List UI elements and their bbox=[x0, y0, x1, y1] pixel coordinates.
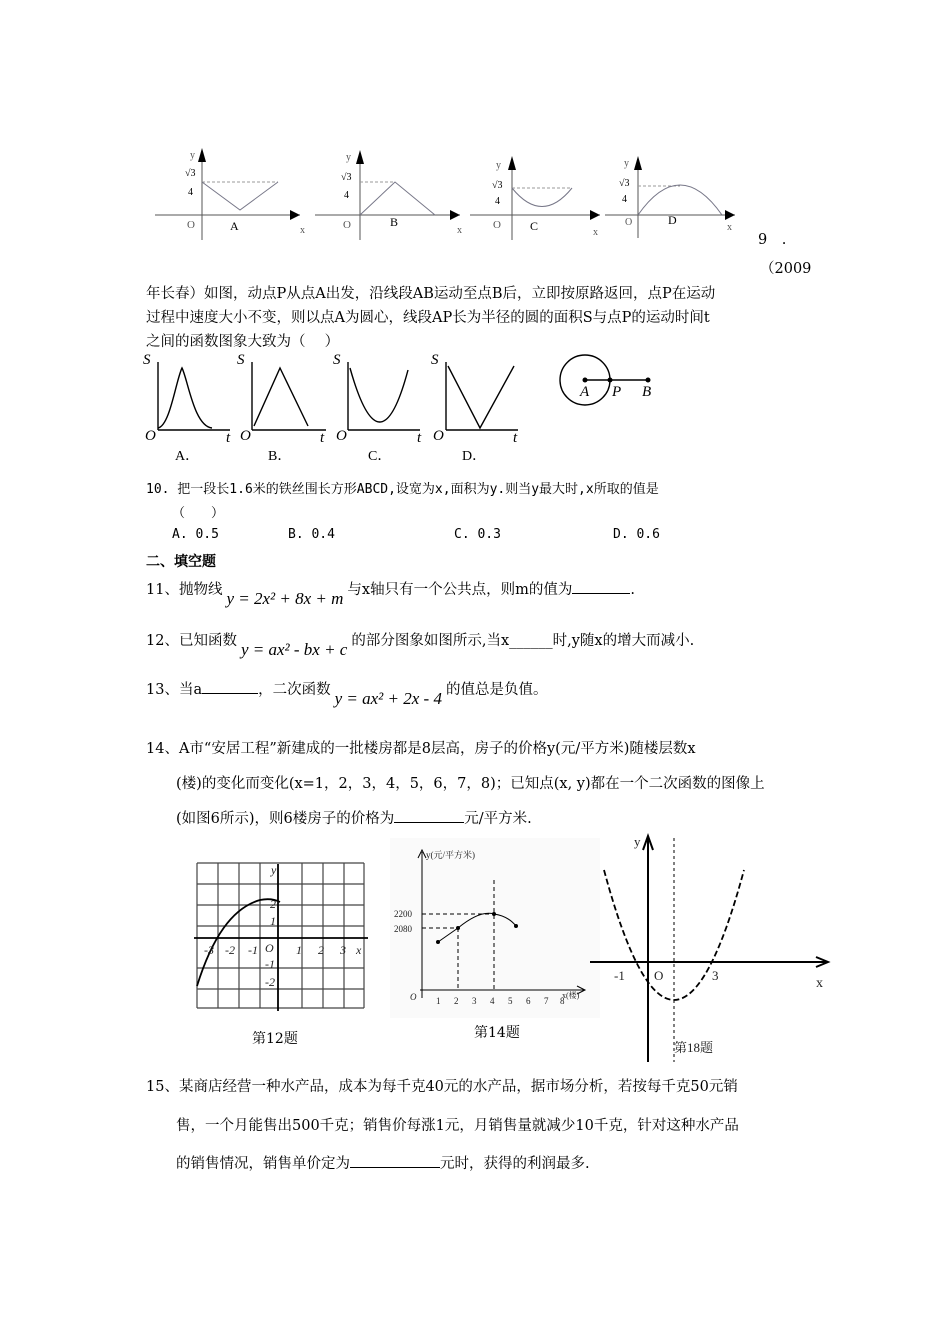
q13-blank[interactable] bbox=[202, 693, 258, 694]
q11-blank[interactable] bbox=[572, 593, 630, 594]
q9-line1: 年长春）如图，动点P从点A出发，沿线段AB运动至点B后，立即按原路返回，点P在运动 bbox=[146, 286, 716, 302]
q13-mid: ，二次函数 bbox=[258, 682, 331, 698]
q9-a-o: O bbox=[145, 428, 156, 444]
q9-graph-b bbox=[252, 362, 326, 430]
q14-line1: 14、A市“安居工程”新建成的一批楼房都是8层高，房子的价格y(元/平方米)随楼层数x bbox=[146, 741, 696, 757]
q11-suffix: 与x轴只有一个公共点，则m的值为 bbox=[347, 582, 573, 598]
fig14-caption: 第14题 bbox=[474, 1025, 520, 1041]
q11-formula: y = 2x² + 8x + m bbox=[226, 589, 344, 608]
fig12-origin: O bbox=[265, 941, 274, 955]
fig14-x-tick-8: 8 bbox=[560, 996, 565, 1006]
fig12-x-label: x bbox=[356, 943, 362, 957]
fig12-x-tick-4: 1 bbox=[296, 943, 302, 957]
fig12-x-tick-0: -3 bbox=[204, 943, 214, 957]
top-graph-a bbox=[155, 148, 300, 240]
q14-line3-prefix: (如图6所示)，则6楼房子的价格为 bbox=[176, 811, 395, 827]
q13 bbox=[146, 678, 548, 708]
q9-a-s: S bbox=[143, 352, 151, 368]
q15-line3-suffix: 元时，获得的利润最多. bbox=[440, 1156, 590, 1172]
q9-option-c: C． bbox=[368, 449, 392, 464]
q15-line3-prefix: 的销售情况，销售单价定为 bbox=[176, 1156, 350, 1172]
top-graph-c-label: C bbox=[530, 219, 539, 233]
q14-line2: (楼)的变化而变化(x=1，2，3，4，5，6，7，8)；已知点(x, y)都在一个二次函数的图像上 bbox=[176, 776, 765, 792]
q10-option-b: B. 0.4 bbox=[288, 527, 335, 542]
top-graph-a-sqrt3: √3 bbox=[185, 168, 196, 179]
top-graph-c-y: y bbox=[496, 160, 501, 171]
q9-graph-a bbox=[158, 362, 230, 430]
q9-graph-c bbox=[348, 362, 420, 430]
q9-d-s: S bbox=[431, 352, 439, 368]
fig12-x-tick-6: 3 bbox=[340, 943, 346, 957]
fig12-graph bbox=[192, 858, 372, 1018]
fig12-y-tick-0: 2 bbox=[270, 897, 276, 911]
fig14-origin: O bbox=[410, 992, 417, 1002]
top-graph-d-x: x bbox=[727, 222, 732, 233]
fig18-x-label: x bbox=[816, 976, 823, 991]
q10-option-c: C. 0.3 bbox=[454, 527, 501, 542]
q13-formula: y = ax² + 2x - 4 bbox=[334, 689, 442, 708]
q9-c-o: O bbox=[336, 428, 347, 444]
fig12-y-tick-3: -2 bbox=[265, 975, 275, 989]
q9-number: 9 . bbox=[758, 232, 787, 248]
q9-d-o: O bbox=[433, 428, 444, 444]
q9-label-b: B bbox=[642, 384, 652, 400]
q9-d-t: t bbox=[513, 430, 518, 446]
fig14-graph bbox=[390, 838, 600, 1018]
q9-point-p bbox=[608, 378, 613, 383]
fig14-x-tick-1: 1 bbox=[436, 996, 441, 1006]
fig18-origin: O bbox=[654, 968, 664, 983]
fig18-tick-3: 3 bbox=[712, 968, 719, 983]
top-graph-b-4: 4 bbox=[344, 190, 349, 201]
top-graph-a-y: y bbox=[190, 150, 195, 161]
q9-c-s: S bbox=[333, 352, 341, 368]
top-graph-d-4: 4 bbox=[622, 194, 627, 205]
section-title: 二、填空题 bbox=[146, 554, 216, 570]
q9-graph-d bbox=[446, 362, 518, 430]
q11-prefix: 11、抛物线 bbox=[146, 582, 223, 598]
top-graph-c-origin: O bbox=[493, 219, 501, 231]
q9-c-t: t bbox=[417, 430, 422, 446]
top-graph-d-label: D bbox=[668, 213, 677, 227]
q9-point-a bbox=[583, 378, 588, 383]
q9-option-d: D． bbox=[462, 449, 487, 464]
q9-label-p: P bbox=[612, 384, 622, 400]
top-graph-c-x: x bbox=[593, 227, 598, 238]
fig18-graph bbox=[590, 830, 840, 1070]
fig14-x-tick-7: 7 bbox=[544, 996, 549, 1006]
fig14-y-tick-2200: 2200 bbox=[394, 909, 412, 919]
q13-prefix: 13、当a bbox=[146, 682, 203, 698]
top-graph-b-y: y bbox=[346, 152, 351, 163]
q15-blank[interactable] bbox=[350, 1167, 440, 1168]
q9-a-t: t bbox=[226, 430, 231, 446]
q9-label-a: A bbox=[580, 384, 590, 400]
top-graph-d-y: y bbox=[624, 158, 629, 169]
fig14-x-tick-4: 4 bbox=[490, 996, 495, 1006]
q9-b-t: t bbox=[320, 430, 325, 446]
q9-point-b bbox=[646, 378, 651, 383]
q11-end: . bbox=[630, 582, 635, 598]
fig18-caption: 第18题 bbox=[674, 1040, 714, 1055]
top-graph-b-label: B bbox=[390, 215, 399, 229]
q9-option-b: B． bbox=[268, 449, 292, 464]
q10-line2: （ ） bbox=[172, 506, 225, 521]
fig12-y-tick-2: -1 bbox=[265, 957, 275, 971]
fig14-x-tick-6: 6 bbox=[526, 996, 531, 1006]
fig14-x-tick-2: 2 bbox=[454, 996, 459, 1006]
fig12-x-tick-2: -1 bbox=[248, 943, 258, 957]
q14-line3 bbox=[176, 807, 532, 828]
top-graph-d-origin: O bbox=[625, 217, 633, 228]
fig12-x-tick-5: 2 bbox=[318, 943, 324, 957]
q12-prefix: 12、已知函数 bbox=[146, 633, 237, 649]
fig12-y-label: y bbox=[271, 863, 277, 877]
fig18-tick-neg1: -1 bbox=[614, 968, 625, 983]
top-answer-graphs bbox=[150, 140, 750, 250]
q13-suffix: 的值总是负值。 bbox=[445, 682, 548, 698]
top-graph-a-4: 4 bbox=[188, 187, 193, 198]
q14-blank[interactable] bbox=[394, 822, 464, 823]
top-graph-a-label: A bbox=[230, 219, 239, 233]
q9-line3: 之间的函数图象大致为（ ） bbox=[146, 334, 340, 350]
fig12-x-tick-1: -2 bbox=[225, 943, 235, 957]
fig12-y-tick-1: 1 bbox=[270, 914, 276, 928]
fig18-y-label: y bbox=[634, 834, 641, 849]
top-graph-b-origin: O bbox=[343, 219, 351, 231]
top-graph-c-4: 4 bbox=[495, 196, 500, 207]
q9-year: （2009 bbox=[760, 261, 812, 277]
q9-circle-diagram bbox=[560, 355, 648, 405]
q9-line2: 过程中速度大小不变，则以点A为圆心，线段AP长为半径的圆的面积S与点P的运动时间t bbox=[146, 310, 710, 326]
q12-formula: y = ax² - bx + c bbox=[240, 640, 348, 659]
q15-line2: 售，一个月能售出500千克；销售价每涨1元，月销售量就减少10千克，针对这种水产品 bbox=[176, 1118, 739, 1134]
q10-option-d: D. 0.6 bbox=[613, 527, 660, 542]
q12-suffix: 的部分图象如图所示,当x______时,y随x的增大而减小. bbox=[351, 633, 695, 649]
fig14-y-label: y(元/平方米) bbox=[426, 850, 475, 860]
q10-option-a: A. 0.5 bbox=[172, 527, 219, 542]
q9-graphs bbox=[140, 350, 680, 470]
fig14-x-label: x(楼) bbox=[562, 991, 580, 1000]
top-graph-b-x: x bbox=[457, 225, 462, 236]
q12 bbox=[146, 629, 695, 659]
q10-line1: 10. 把一段长1.6米的铁丝围长方形ABCD,设宽为x,面积为y.则当y最大时,x所取的值是 bbox=[146, 482, 659, 497]
fig14-y-tick-2080: 2080 bbox=[394, 924, 412, 934]
top-graph-a-origin: O bbox=[187, 219, 195, 231]
q9-b-s: S bbox=[237, 352, 245, 368]
q9-b-o: O bbox=[240, 428, 251, 444]
fig12-caption: 第12题 bbox=[252, 1031, 298, 1047]
q15-line1: 15、某商店经营一种水产品，成本为每千克40元的水产品，据市场分析，若按每千克50元销 bbox=[146, 1079, 738, 1095]
fig14-x-tick-3: 3 bbox=[472, 996, 477, 1006]
q11 bbox=[146, 578, 635, 608]
top-graph-d-sqrt3: √3 bbox=[619, 178, 630, 189]
q15-line3 bbox=[176, 1152, 590, 1173]
top-graph-b-sqrt3: √3 bbox=[341, 172, 352, 183]
q9-option-a: A． bbox=[175, 449, 200, 464]
fig14-x-tick-5: 5 bbox=[508, 996, 513, 1006]
top-graph-c-sqrt3: √3 bbox=[492, 180, 503, 191]
top-graph-a-x: x bbox=[300, 225, 305, 236]
q14-line3-suffix: 元/平方米. bbox=[464, 811, 532, 827]
top-graph-b bbox=[315, 150, 460, 240]
